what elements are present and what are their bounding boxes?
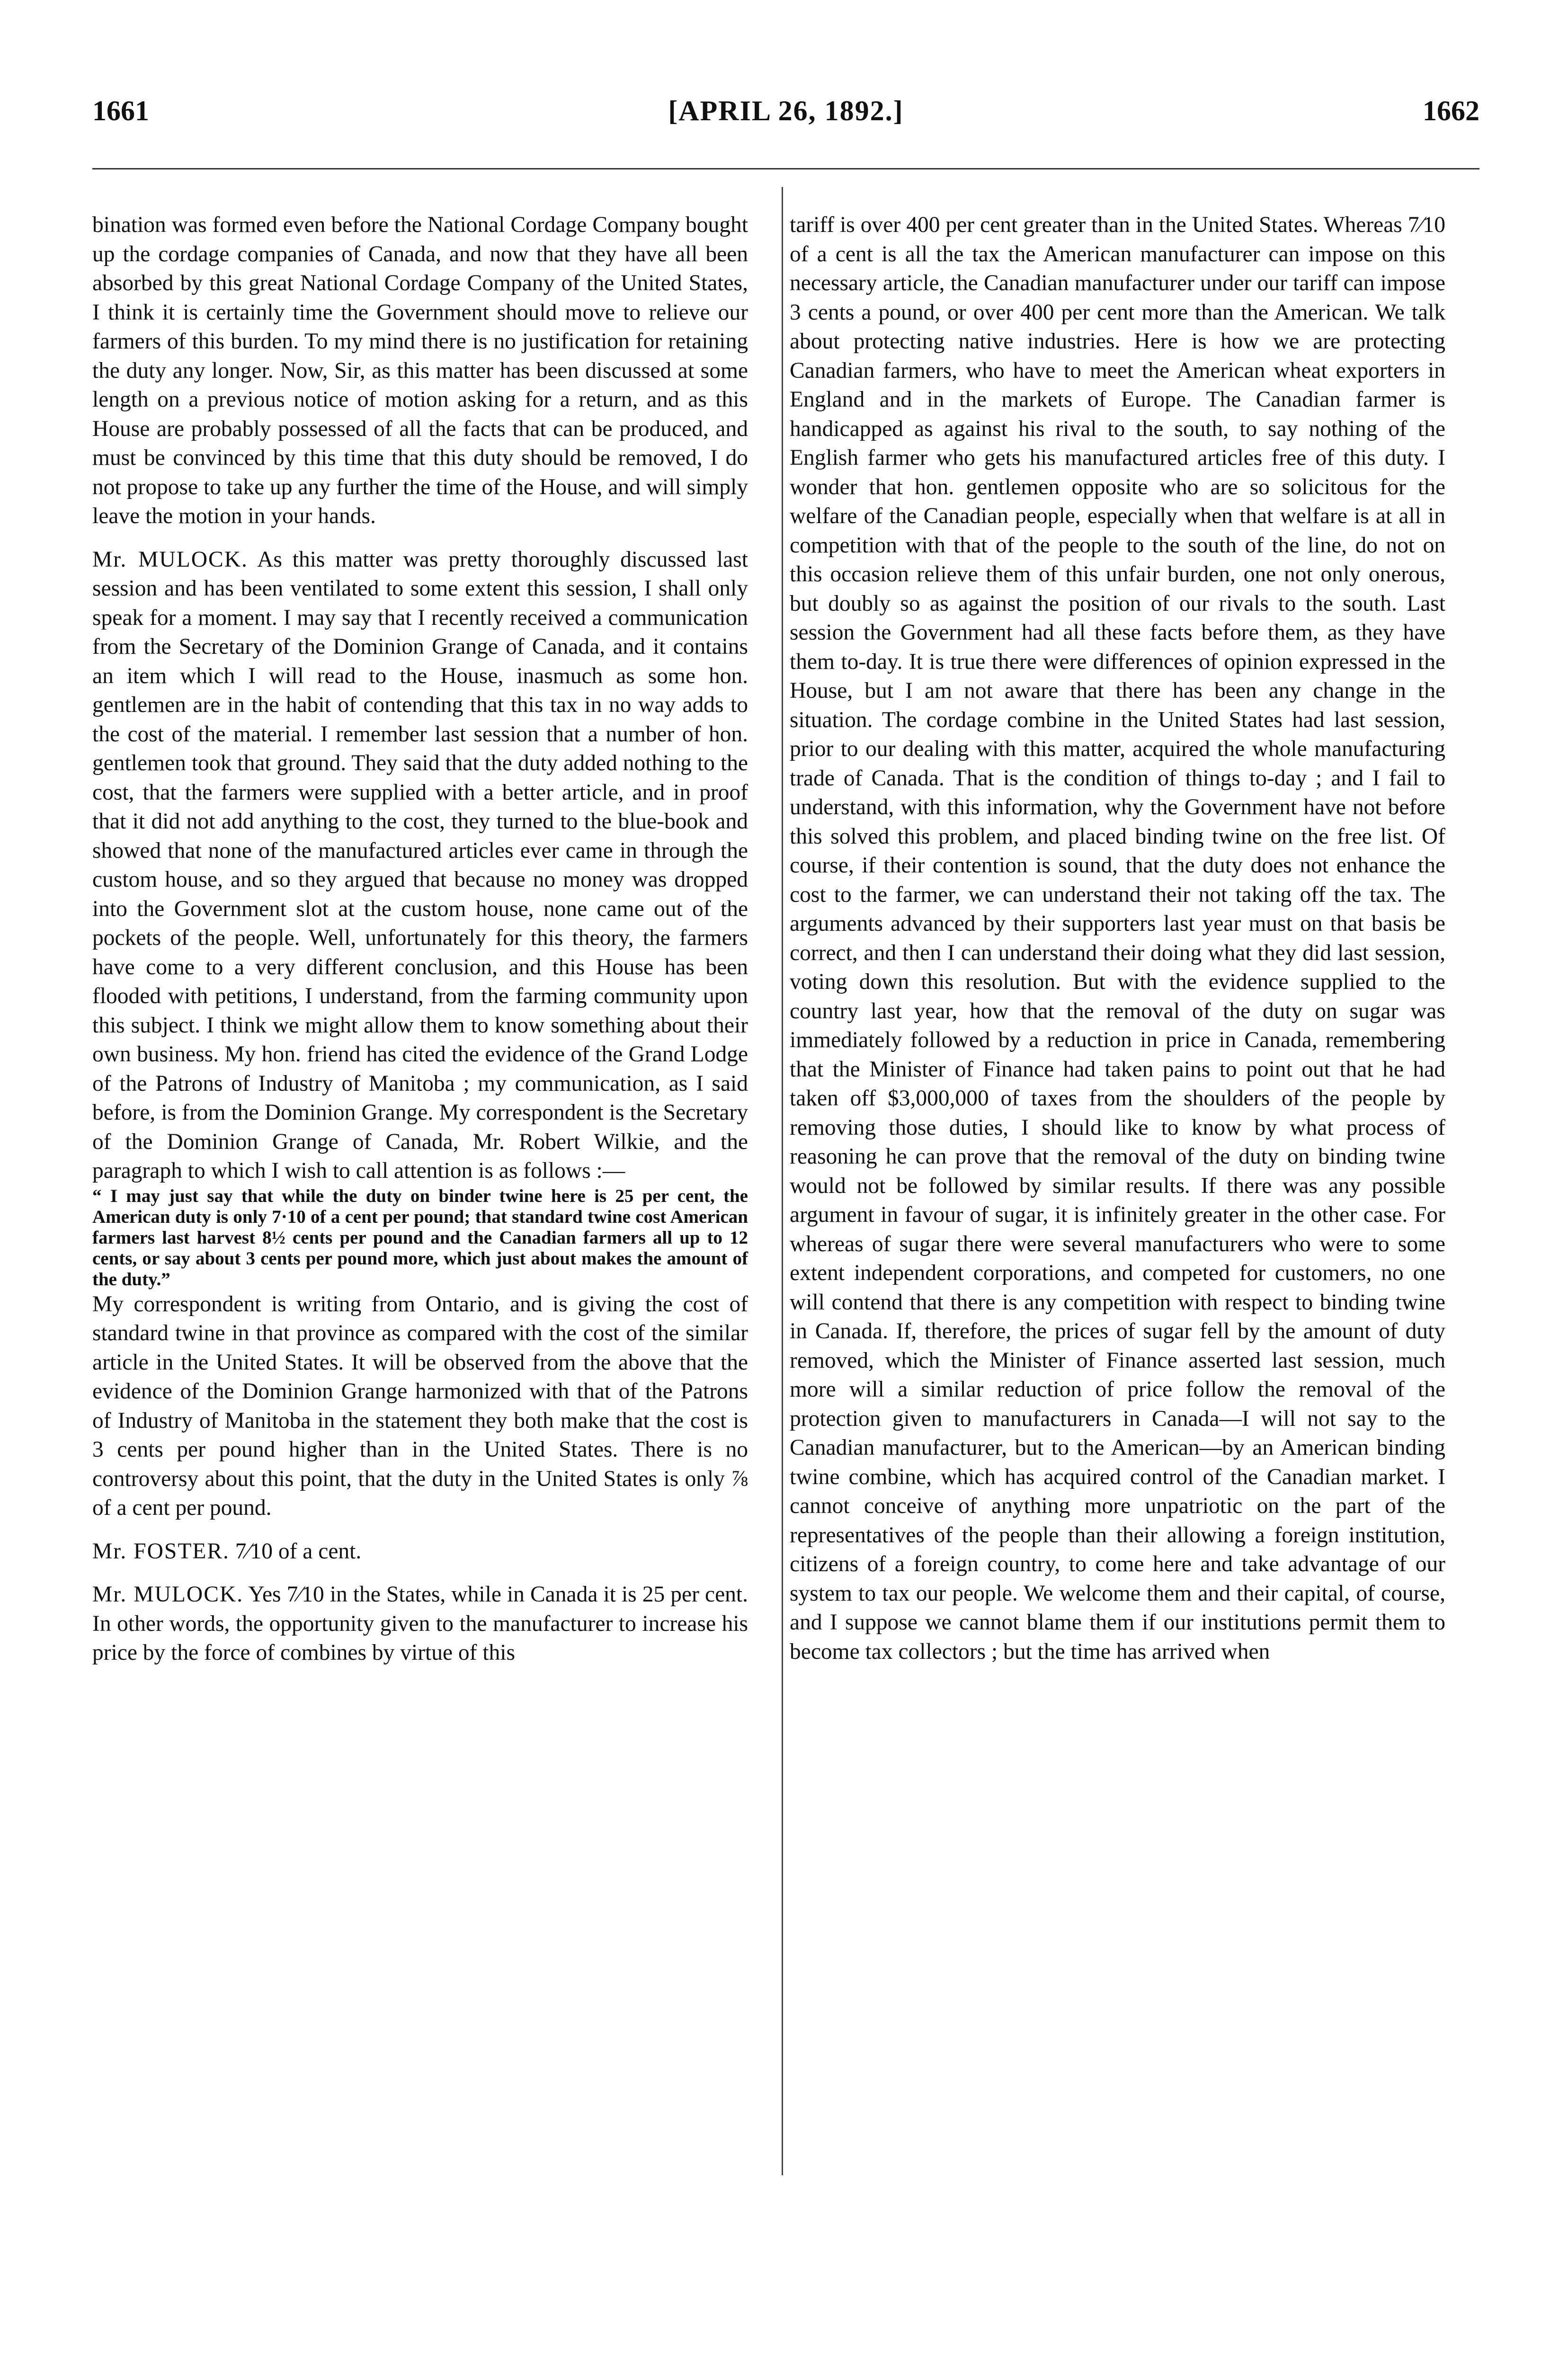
speech-text: As this matter was pretty thoroughly discussed last session and has been ventilated to some extent this session, I shall only speak for a moment. I may say that I recently received a communication from the Secretary of the Dominion Grange of Canada, and it contains an item which I will read to the House, inasmuch as some hon. gentlemen are in the habit of contending that this tax in no way adds to the cost of the material. I remember last session that a number of hon. gentlemen took that ground. They said that the duty added nothing to the cost, that the farmers were supplied with a better article, and in proof that it did not add anything to the cost, they turned to the blue-book and showed that none of the manufactured articles ever came in through the custom house, and so they argued that because no money was dropped into the Government slot at the custom house, none came out of the pockets of the people. Well, unfortunately for this theory, the farmers have come to a very different conclusion, and this House has been flooded with petitions, I understand, from the farming community upon this subject. I think we might allow them to know something about their own business. My hon. friend has cited the evidence of the Grand Lodge of the Patrons of Industry of Manitoba ; my communication, as I said before, is from the Dominion Grange. My correspondent is the Secretary of the Dominion Grange of Canada, Mr. Robert Wilkie, and the paragraph to which I wish to call attention is as follows :— (92, 547, 748, 1183)
page-number-left: 1661 (92, 95, 149, 126)
left-paragraph-2 (92, 545, 748, 1186)
right-paragraph-1: tariff is over 400 per cent greater than in the United States. Whereas 7⁄10 of a cent is all the tax the American manufacturer can impose on this necessary article, the Canadian manufacturer under our tariff can impose 3 cents a pound, or over 400 per cent more than the American. We talk about protecting native industries. Here is how we are protecting Canadian farmers, who have to meet the American wheat exporters in England and in the markets of Europe. The Canadian farmer is handicapped as against his rival to the south, to say nothing of the English farmer who gets his manufactured articles free of this duty. I wonder that hon. gentlemen opposite who are so solicitous for the welfare of the Canadian people, especially when that welfare is at all in competition with that of the people to the south of the line, do not on this occasion relieve them of this unfair burden, one not only onerous, but doubly so as against the position of our rivals to the south. Last session the Government had all these facts before them, as they have them to-day. It is true there were differences of opinion expressed in the House, but I am not aware that there has been any change in the situation. The cordage combine in the United States had last session, prior to our dealing with this matter, acquired the whole manufacturing trade of Canada. That is the condition of things to-day ; and I fail to understand, with this information, why the Government have not before this solved this problem, and placed binding twine on the free list. Of course, if their contention is sound, that the duty does not enhance the cost to the farmer, we can understand their not taking off the tax. The arguments advanced by their supporters last year must on that basis be correct, and then I can understand their doing what they did last session, voting down this resolution. But with the evidence supplied to the country last year, how that the removal of the duty on sugar was immediately followed by a reduction in price in Canada, remembering that the Minister of Finance had taken pains to point out that he had taken off $3,000,000 of taxes from the shoulders of the people by removing those duties, I should like to know by what process of reasoning he can prove that the removal of the duty on binding twine would not be followed by similar results. If there was any possible argument in favour of sugar, it is infinitely greater in the other case. For whereas of sugar there were several manufacturers who were to some extent independent corporations, and competed for customers, no one will contend that there is any competition with respect to binding twine in Canada. If, therefore, the prices of sugar fell by the amount of duty removed, which the Minister of Finance asserted last session, much more will a similar reduction of price follow the removal of the protection given to manufacturers in Canada—I will not say to the Canadian manufacturer, but to the American—by an American binding twine combine, which has acquired control of the Canadian market. I cannot conceive of anything more unpatriotic on the part of the representatives of the people than their allowing a foreign institution, citizens of a foreign country, to come here and take advantage of our system to tax our people. We welcome them and their capital, of course, and I suppose we cannot blame them if our institutions permit them to become tax collectors ; but the time has arrived when (790, 213, 1445, 1664)
header-date: [APRIL 26, 1892.] (668, 95, 904, 126)
left-paragraph-4 (92, 1537, 748, 1566)
page-header (92, 95, 1479, 137)
quoted-letter: “ I may just say that while the duty on binder twine here is 25 per cent, the American duty is only 7·10 of a cent per pound; that standard twine cost American farmers last harvest 8½ cents per pound and the Canadian farmers all up to 12 cents, or say about 3 cents per pound more, which just about makes the amount of the duty.” (92, 1185, 748, 1290)
speaker-name: Mr. MULOCK. (92, 547, 248, 572)
column-divider (782, 187, 783, 2175)
speech-text: Yes 7⁄10 in the States, while in Canada it is 25 per cent. In other words, the opportunity given to the manufacturer to increase his price by the force of combines by virtue of this (92, 1582, 748, 1665)
speaker-name: Mr. FOSTER. (92, 1539, 230, 1564)
page-number-right: 1662 (1423, 95, 1479, 126)
speaker-name: Mr. MULOCK. (92, 1582, 244, 1607)
speech-text: 7⁄10 of a cent. (235, 1539, 362, 1564)
left-paragraph-3: My correspondent is writing from Ontario, and is giving the cost of standard twine in that province as compared with the cost of the similar article in the United States. It will be observed from the above that the evidence of the Dominion Grange harmonized with that of the Patrons of Industry of Manitoba in the statement they both make that the cost is 3 cents per pound higher than in the United States. There is no controversy about this point, that the duty in the United States is only ⅞ of a cent per pound. (92, 1291, 748, 1520)
header-rule (92, 168, 1479, 169)
left-column (92, 211, 748, 1668)
right-column (790, 211, 1445, 1666)
left-paragraph-5 (92, 1580, 748, 1668)
left-paragraph-1: bination was formed even before the National Cordage Company bought up the cordage companies of Canada, and now that they have all been absorbed by this great National Cordage Company of the United States, I think it is certainly time the Government should move to relieve our farmers of this burden. To my mind there is no justification for retaining the duty any longer. Now, Sir, as this matter has been discussed at some length on a previous notice of motion asking for a return, and as this House are probably possessed of all the facts that can be produced, and must be convinced by this time that this duty should be removed, I do not propose to take up any further the time of the House, and will simply leave the motion in your hands. (92, 213, 748, 528)
